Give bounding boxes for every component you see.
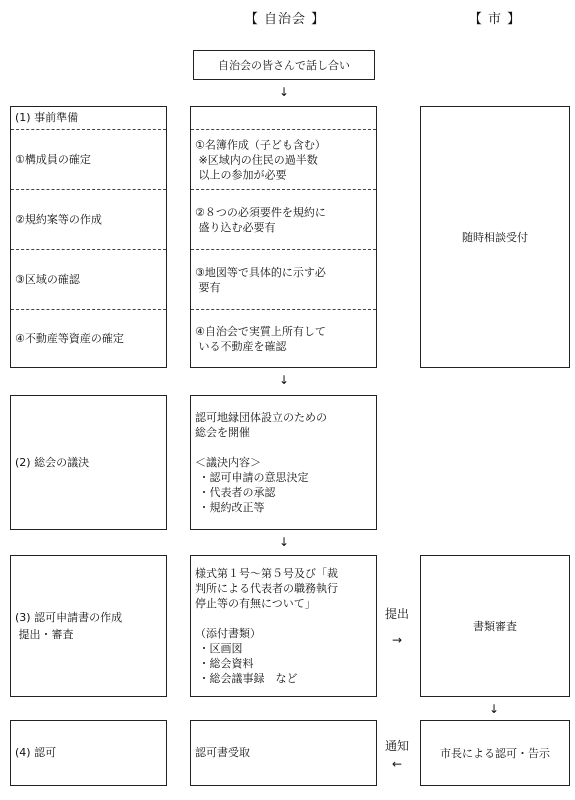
step4-title: (4) 認可 — [15, 746, 57, 759]
step1-item-1: ①構成員の確定 — [15, 152, 91, 166]
step1-item-2: ②規約案等の作成 — [15, 212, 102, 226]
step1-mid-row — [191, 310, 376, 367]
step2-middle-box — [190, 395, 377, 530]
step1-item-4: ④不動産等資産の確定 — [15, 331, 124, 345]
step2-detail: 認可地縁団体設立のための 総会を開催 ＜議決内容＞ ・認可申請の意思決定 ・代表者の承認 ・規約改正等 — [195, 411, 327, 514]
arrow-down-2: ↓ — [278, 373, 290, 387]
step3-title: (3) 認可申請書の作成 提出・審査 — [15, 611, 123, 641]
step1-item-row — [11, 250, 166, 310]
approval-text: 市長による認可・告示 — [440, 747, 550, 760]
notify-label: 通知 — [385, 739, 410, 753]
step1-detail-4: ④自治会で実質上所有して いる不動産を確認 — [195, 324, 326, 353]
step3-left-box — [10, 555, 167, 697]
consult-text: 随時相談受付 — [462, 231, 528, 244]
arrow-down-4: ↓ — [488, 702, 500, 716]
review-box — [420, 555, 570, 697]
review-text: 書類審査 — [473, 620, 517, 633]
step1-detail-3: ③地図等で具体的に示す必 要有 — [195, 265, 326, 294]
step1-mid-title-row — [191, 107, 376, 130]
step3-detail: 様式第１号～第５号及び「裁 判所による代表者の職務執行 停止等の有無について」 （添付書類） ・区画図 ・総会資料 ・総会議事録 など — [195, 567, 338, 685]
discussion-box — [193, 50, 375, 80]
step4-middle-box — [190, 720, 377, 786]
step1-item-row — [11, 130, 166, 190]
arrow-down-1: ↓ — [278, 85, 290, 99]
header-city: 【 市 】 — [468, 12, 522, 27]
step1-detail-2: ②８つの必須要件を規約に 盛り込む必要有 — [195, 205, 326, 234]
header-jichikai: 【 自治会 】 — [244, 12, 326, 27]
approval-box — [420, 720, 570, 786]
step1-item-row — [11, 190, 166, 250]
step1-left-box — [10, 106, 167, 368]
step1-mid-row — [191, 130, 376, 190]
arrow-left: ← — [391, 757, 403, 771]
step4-left-box — [10, 720, 167, 786]
step1-item-3: ③区域の確認 — [15, 272, 80, 286]
step1-title: (1) 事前準備 — [15, 111, 79, 124]
submit-label: 提出 — [385, 607, 410, 621]
step3-middle-box — [190, 555, 377, 697]
step1-detail-1: ①名簿作成（子ども含む） ※区域内の住民の過半数 以上の参加が必要 — [195, 138, 326, 181]
step2-left-box — [10, 395, 167, 530]
step1-mid-row — [191, 250, 376, 310]
step1-middle-box — [190, 106, 377, 368]
discussion-text: 自治会の皆さんで話し合い — [218, 59, 350, 72]
arrow-down-3: ↓ — [278, 535, 290, 549]
step1-item-row — [11, 310, 166, 367]
step2-title: (2) 総会の議決 — [15, 455, 90, 469]
consult-box — [420, 106, 570, 368]
step4-detail: 認可書受取 — [195, 746, 250, 759]
step1-title-row — [11, 107, 166, 130]
step1-mid-row — [191, 190, 376, 250]
arrow-right: → — [391, 633, 403, 647]
